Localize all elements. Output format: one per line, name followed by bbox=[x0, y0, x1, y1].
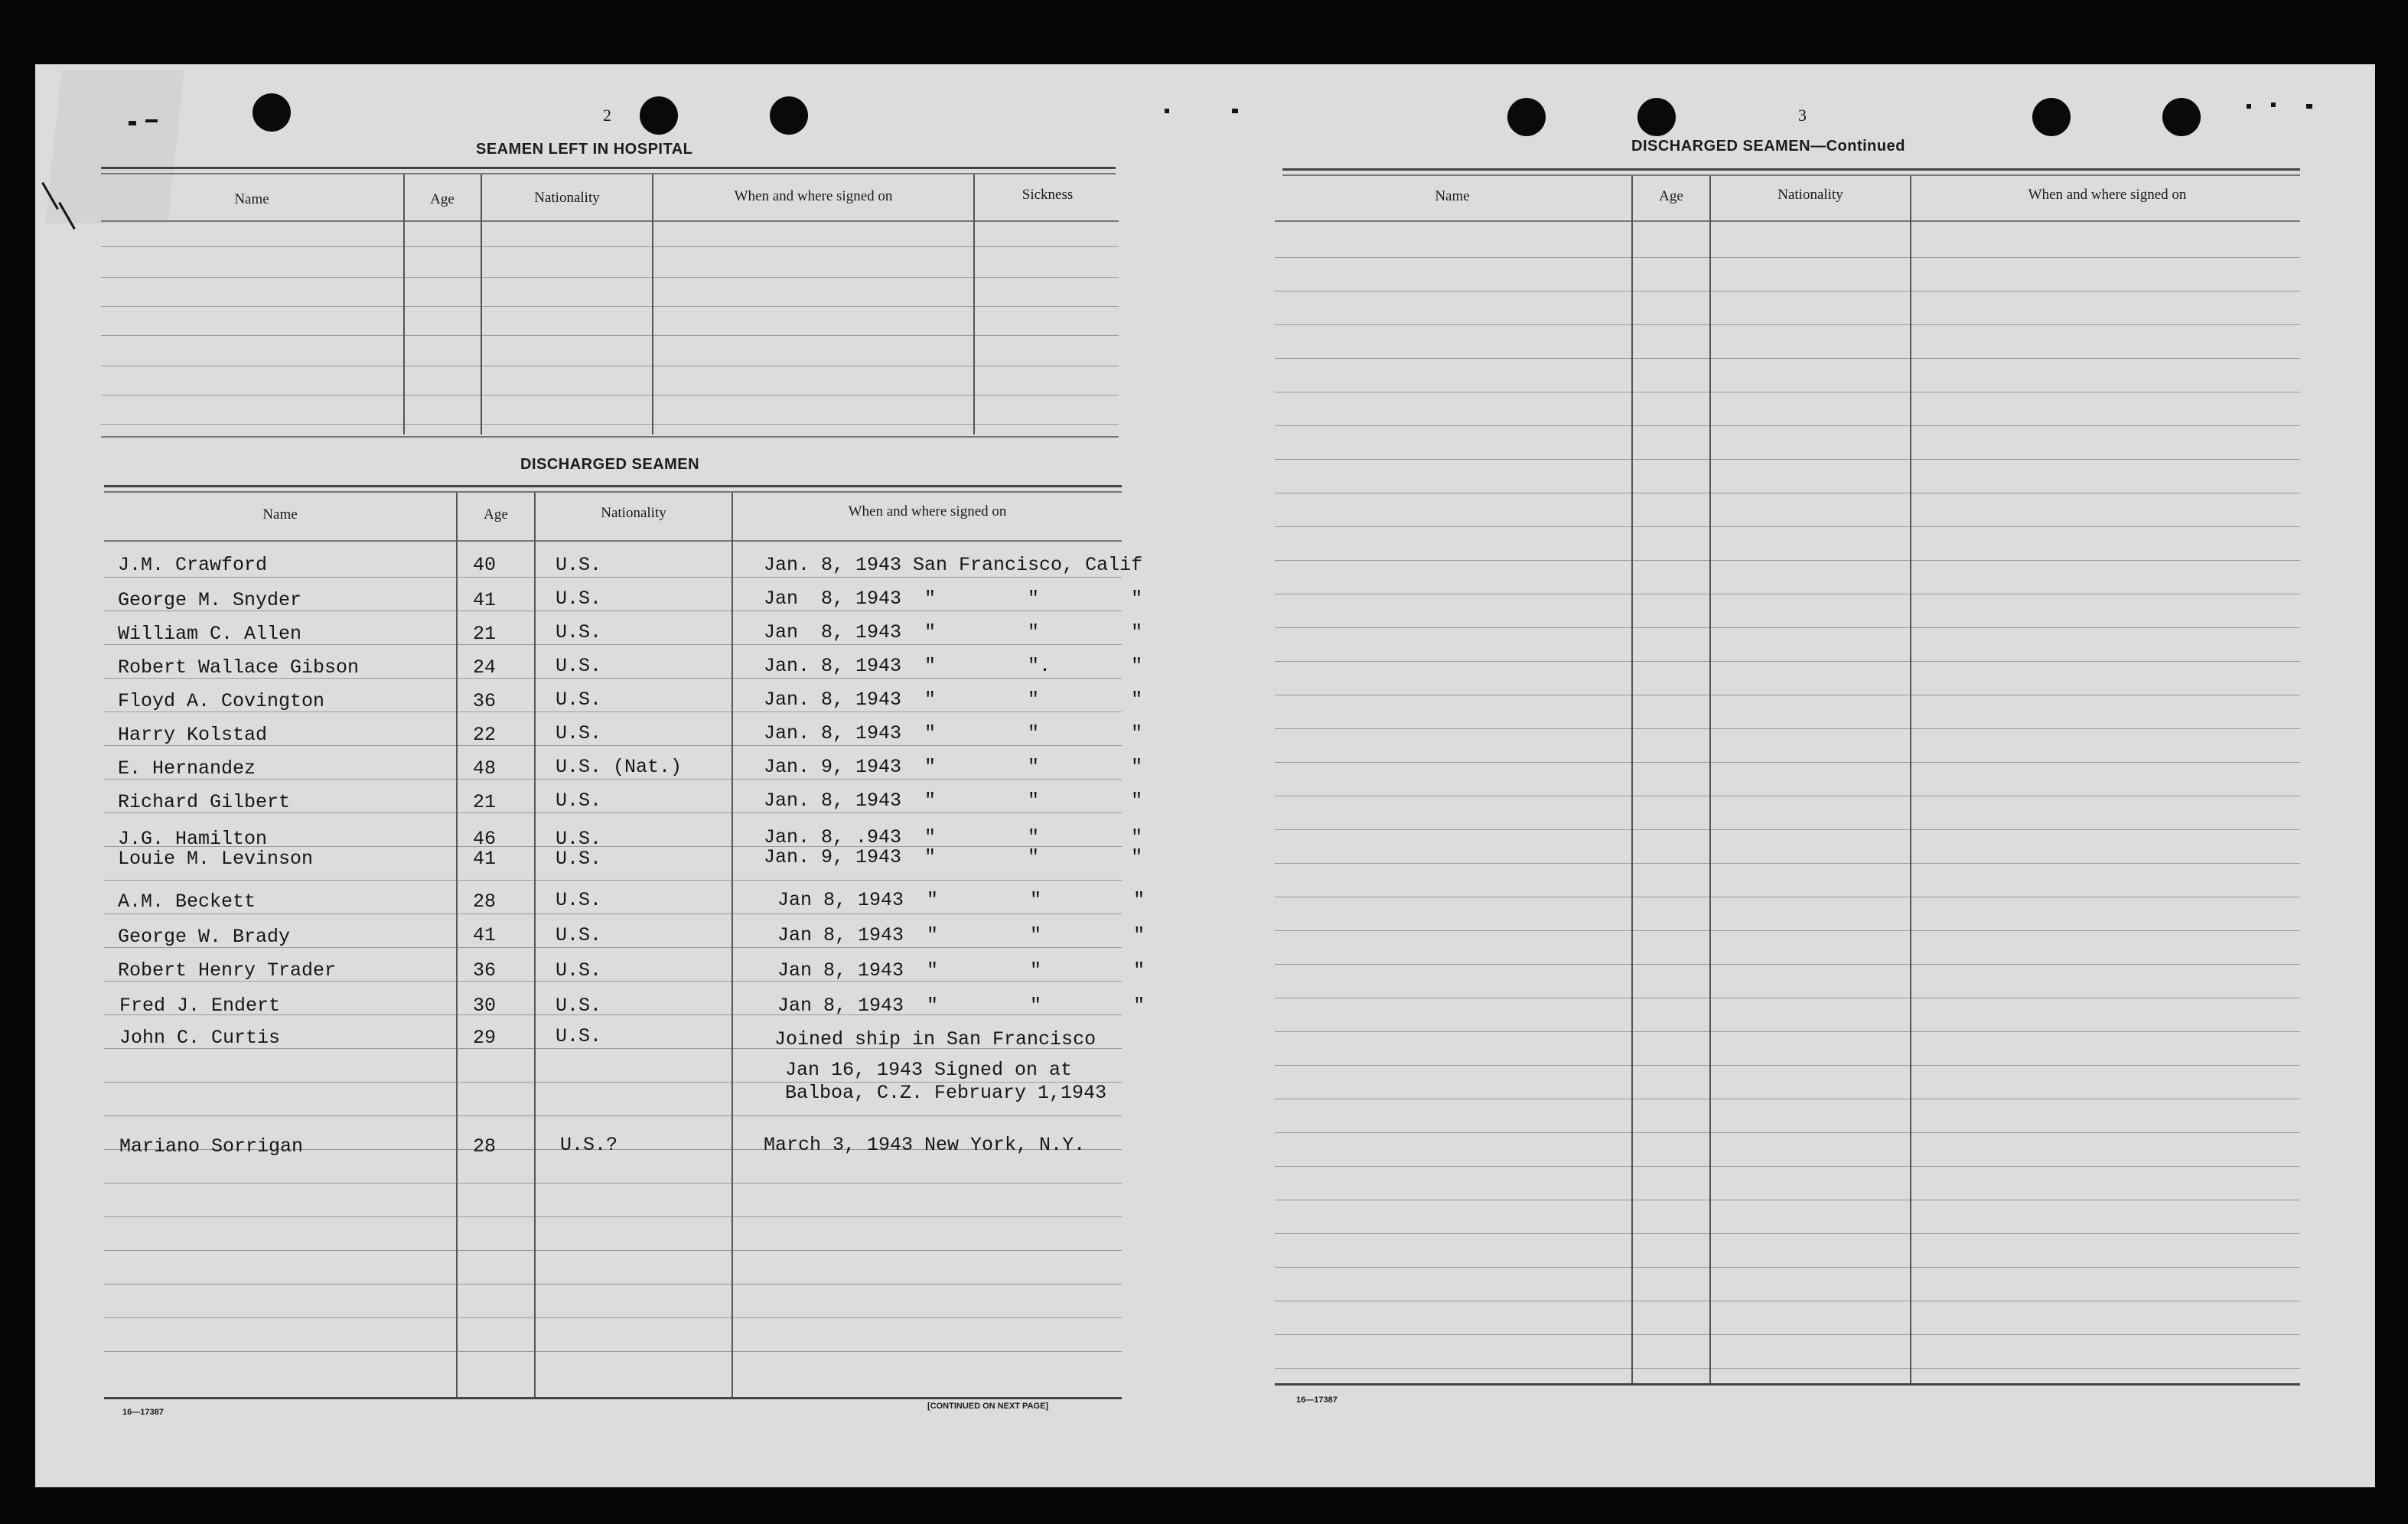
table-top-rule bbox=[101, 167, 1116, 169]
binder-hole bbox=[640, 96, 678, 135]
binder-hole bbox=[770, 96, 808, 135]
row-rule bbox=[104, 577, 1122, 578]
seaman-name: George M. Snyder bbox=[118, 589, 302, 611]
table-bottom-rule bbox=[1275, 1383, 2300, 1386]
row-rule bbox=[1275, 930, 2300, 931]
seaman-signed-on: Jan. 9, 1943 " " " bbox=[764, 756, 1143, 778]
row-rule bbox=[101, 277, 1119, 278]
discharged-section-title: DISCHARGED SEAMEN bbox=[520, 456, 700, 473]
row-rule bbox=[1275, 728, 2300, 729]
seaman-nationality: U.S. bbox=[556, 848, 602, 870]
column-header-nationality: Nationality bbox=[1777, 187, 1843, 203]
page-number: 2 bbox=[603, 106, 611, 125]
seaman-name: Harry Kolstad bbox=[118, 724, 268, 746]
column-divider bbox=[534, 493, 536, 1397]
seaman-name: Richard Gilbert bbox=[118, 791, 291, 813]
seaman-signed-on: Jan. 8, 1943 San Francisco, Calif bbox=[764, 554, 1143, 576]
speck bbox=[129, 121, 136, 125]
seaman-nationality: U.S. bbox=[556, 722, 602, 744]
row-rule bbox=[104, 1284, 1122, 1285]
seaman-signed-on: Jan 8, 1943 " " " bbox=[777, 924, 1145, 946]
row-rule bbox=[104, 913, 1122, 914]
column-header-age: Age bbox=[484, 506, 508, 523]
row-rule bbox=[1275, 964, 2300, 965]
seaman-signed-on: Jan 8, 1943 " " " bbox=[777, 959, 1145, 982]
row-rule bbox=[1275, 560, 2300, 561]
row-rule bbox=[1275, 1267, 2300, 1268]
row-rule bbox=[1275, 358, 2300, 359]
seaman-name: Robert Henry Trader bbox=[118, 959, 337, 982]
row-rule bbox=[101, 335, 1119, 336]
column-header-name: Name bbox=[262, 506, 298, 523]
column-header-nationality: Nationality bbox=[534, 190, 600, 206]
seaman-signed-on: Jan. 8, 1943 " " " bbox=[764, 689, 1143, 711]
column-header-age: Age bbox=[430, 191, 455, 207]
binder-hole bbox=[1507, 98, 1546, 136]
seaman-signed-on: Jan. 8, 1943 " " " bbox=[764, 790, 1143, 812]
speck bbox=[2247, 104, 2251, 109]
seaman-nationality: U.S. bbox=[556, 924, 602, 946]
seaman-signed-on: March 3, 1943 New York, N.Y. bbox=[764, 1134, 1086, 1156]
seaman-age: 21 bbox=[473, 791, 497, 813]
page-number: 3 bbox=[1798, 106, 1807, 125]
seaman-name: William C. Allen bbox=[118, 623, 302, 645]
row-rule bbox=[1275, 1233, 2300, 1234]
speck bbox=[2306, 104, 2312, 109]
column-header-nationality: Nationality bbox=[601, 505, 666, 521]
continued-note: [CONTINUED ON NEXT PAGE] bbox=[927, 1402, 1049, 1411]
speck bbox=[2271, 103, 2276, 107]
column-divider bbox=[1910, 176, 1911, 1383]
column-divider bbox=[1709, 176, 1711, 1383]
binder-hole bbox=[1637, 98, 1676, 136]
seaman-age: 21 bbox=[473, 623, 497, 645]
seaman-name: John C. Curtis bbox=[119, 1027, 281, 1049]
row-rule bbox=[1275, 1368, 2300, 1369]
seaman-nationality: U.S. bbox=[556, 889, 602, 911]
row-rule bbox=[1275, 1065, 2300, 1066]
seaman-age: 36 bbox=[473, 959, 497, 982]
row-rule bbox=[104, 779, 1122, 780]
row-rule bbox=[104, 1216, 1122, 1217]
speck bbox=[1232, 109, 1238, 113]
seaman-name: E. Hernandez bbox=[118, 757, 256, 780]
row-rule bbox=[1275, 257, 2300, 258]
header-rule bbox=[104, 540, 1122, 542]
column-divider bbox=[456, 493, 458, 1397]
column-header-name: Name bbox=[1435, 188, 1470, 204]
seaman-age: 24 bbox=[473, 656, 497, 679]
seaman-signed-on: Joined ship in San Francisco bbox=[774, 1028, 1096, 1050]
column-divider bbox=[652, 174, 653, 435]
column-divider bbox=[481, 174, 482, 435]
seaman-nationality: U.S. bbox=[556, 790, 602, 812]
column-divider bbox=[732, 493, 733, 1397]
seaman-name: Louie M. Levinson bbox=[118, 848, 314, 870]
column-divider bbox=[973, 174, 975, 435]
row-rule bbox=[101, 395, 1119, 396]
seaman-signed-on: Jan 8, 1943 " " " bbox=[777, 995, 1145, 1017]
seaman-nationality: U.S. bbox=[556, 588, 602, 610]
seaman-name: Mariano Sorrigan bbox=[119, 1135, 304, 1158]
speck bbox=[145, 119, 158, 122]
seaman-signed-on: Jan 8, 1943 " " " bbox=[764, 588, 1143, 610]
table-bottom-rule bbox=[104, 1397, 1122, 1399]
document-sheet bbox=[35, 64, 2375, 1487]
discharged-continued-title bbox=[1631, 138, 1905, 155]
seaman-age: 40 bbox=[473, 554, 497, 576]
binder-hole bbox=[253, 93, 291, 132]
seaman-nationality: U.S. bbox=[556, 655, 602, 677]
row-rule bbox=[1275, 526, 2300, 527]
seaman-nationality: U.S. bbox=[556, 621, 602, 643]
seaman-signed-on: Jan. 8, .943 " " " bbox=[764, 826, 1143, 848]
seaman-name: Robert Wallace Gibson bbox=[118, 656, 360, 679]
row-rule bbox=[1275, 627, 2300, 628]
discharged-continued-suffix: —Continued bbox=[1810, 138, 1905, 155]
seaman-nationality: U.S. bbox=[556, 689, 602, 711]
speck bbox=[1165, 109, 1169, 113]
seaman-age: 30 bbox=[473, 995, 497, 1017]
row-rule bbox=[1275, 1166, 2300, 1167]
row-rule bbox=[101, 306, 1119, 307]
seaman-nationality: U.S. bbox=[556, 995, 602, 1017]
column-divider bbox=[403, 174, 405, 435]
column-header-age: Age bbox=[1659, 188, 1683, 204]
table-top-rule bbox=[1282, 174, 2300, 176]
binder-hole bbox=[2032, 98, 2071, 136]
seaman-age: 41 bbox=[473, 924, 497, 946]
form-number: 16—17387 bbox=[1296, 1395, 1338, 1405]
form-number: 16—17387 bbox=[122, 1408, 164, 1417]
seaman-name: A.M. Beckett bbox=[118, 891, 256, 913]
hospital-section-title: SEAMEN LEFT IN HOSPITAL bbox=[476, 141, 693, 158]
binder-hole bbox=[2162, 98, 2201, 136]
seaman-age: 28 bbox=[473, 891, 497, 913]
row-rule bbox=[1275, 829, 2300, 830]
column-header-signed-on: When and where signed on bbox=[2028, 187, 2187, 203]
row-rule bbox=[1275, 762, 2300, 763]
table-bottom-rule bbox=[101, 436, 1119, 438]
column-header-signed-on: When and where signed on bbox=[848, 503, 1007, 519]
row-rule bbox=[104, 1351, 1122, 1352]
seaman-age: 28 bbox=[473, 1135, 497, 1158]
table-top-rule bbox=[1282, 168, 2300, 171]
row-rule bbox=[101, 424, 1119, 425]
column-header-sickness: Sickness bbox=[1022, 187, 1074, 203]
seaman-age: 41 bbox=[473, 848, 497, 870]
seaman-signed-on: Jan 8, 1943 " " " bbox=[777, 889, 1145, 911]
row-rule bbox=[1275, 324, 2300, 325]
seaman-age: 22 bbox=[473, 724, 497, 746]
column-header-name: Name bbox=[234, 191, 269, 207]
row-rule bbox=[104, 1183, 1122, 1184]
row-rule bbox=[1275, 863, 2300, 864]
discharged-continued-title-main: DISCHARGED SEAMEN bbox=[1631, 138, 1811, 155]
seaman-age: 29 bbox=[473, 1027, 497, 1049]
row-rule bbox=[104, 880, 1122, 881]
column-divider bbox=[1631, 176, 1633, 1383]
row-rule bbox=[1275, 1334, 2300, 1335]
header-rule bbox=[1275, 220, 2300, 222]
seaman-age: 46 bbox=[473, 828, 497, 850]
seaman-age: 48 bbox=[473, 757, 497, 780]
seaman-nationality: U.S. bbox=[556, 1025, 602, 1047]
seaman-signed-on: Jan. 8, 1943 " " " bbox=[764, 722, 1143, 744]
seaman-name: Floyd A. Covington bbox=[118, 690, 325, 712]
seaman-nationality: U.S.? bbox=[560, 1134, 618, 1156]
seaman-nationality: U.S. bbox=[556, 554, 602, 576]
seaman-name: J.G. Hamilton bbox=[118, 828, 268, 850]
row-rule bbox=[1275, 459, 2300, 460]
row-rule bbox=[1275, 1132, 2300, 1133]
seaman-signed-on: Jan. 8, 1943 " ". " bbox=[764, 655, 1143, 677]
row-rule bbox=[1275, 1031, 2300, 1032]
row-rule bbox=[104, 1250, 1122, 1251]
seaman-signed-on-note: Balboa, C.Z. February 1,1943 bbox=[785, 1082, 1107, 1104]
seaman-age: 41 bbox=[473, 589, 497, 611]
seaman-nationality: U.S. (Nat.) bbox=[556, 756, 683, 778]
table-top-rule bbox=[101, 173, 1116, 174]
column-header-signed-on: When and where signed on bbox=[734, 188, 893, 204]
seaman-signed-on-note: Jan 16, 1943 Signed on at bbox=[785, 1059, 1073, 1081]
seaman-name: George W. Brady bbox=[118, 926, 291, 948]
header-rule bbox=[101, 220, 1119, 222]
table-top-rule bbox=[104, 491, 1122, 493]
seaman-name: J.M. Crawford bbox=[118, 554, 268, 576]
seaman-age: 36 bbox=[473, 690, 497, 712]
seaman-signed-on: Jan 8, 1943 " " " bbox=[764, 621, 1143, 643]
table-top-rule bbox=[104, 485, 1122, 487]
row-rule bbox=[104, 1317, 1122, 1318]
row-rule bbox=[1275, 425, 2300, 426]
seaman-nationality: U.S. bbox=[556, 828, 602, 850]
seaman-signed-on: Jan. 9, 1943 " " " bbox=[764, 846, 1143, 868]
seaman-name: Fred J. Endert bbox=[119, 995, 281, 1017]
row-rule bbox=[104, 1115, 1122, 1116]
row-rule bbox=[1275, 661, 2300, 662]
row-rule bbox=[101, 246, 1119, 247]
seaman-nationality: U.S. bbox=[556, 959, 602, 982]
